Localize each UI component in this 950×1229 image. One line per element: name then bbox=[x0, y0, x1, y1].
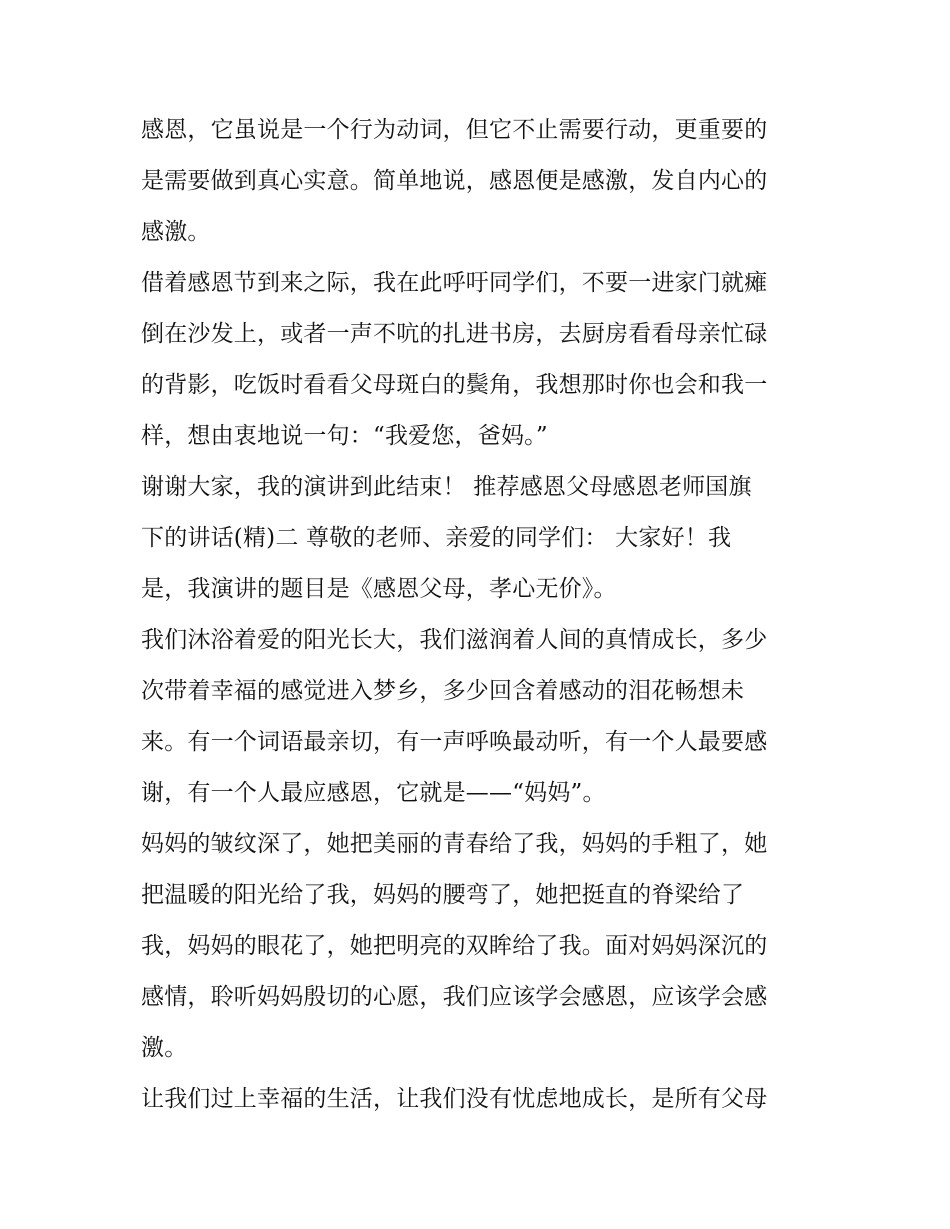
text-line: 我，妈妈的眼花了，她把明亮的双眸给了我。面对妈妈深沉的 bbox=[141, 933, 768, 959]
text-line: 次带着幸福的感觉进入梦乡，多少回含着感动的泪花畅想未 bbox=[141, 678, 745, 704]
text-line: 是，我演讲的题目是《感恩父母，孝心无价》。 bbox=[141, 576, 617, 602]
document-body bbox=[141, 110, 821, 1130]
text-line: 让我们过上幸福的生活，让我们没有忧虑地成长，是所有父母 bbox=[141, 1086, 768, 1112]
text-line: 我们沐浴着爱的阳光长大，我们滋润着人间的真情成长，多少 bbox=[141, 627, 768, 653]
text-line: 是需要做到真心实意。简单地说，感恩便是感激，发自内心的 bbox=[141, 168, 768, 194]
text-line: 的背影，吃饭时看看父母斑白的鬓角，我想那时你也会和我一 bbox=[141, 372, 768, 398]
text-line: 谢谢大家，我的演讲到此结束！ 推荐感恩父母感恩老师国旗 bbox=[141, 474, 752, 500]
text-line: 激。 bbox=[141, 1035, 188, 1061]
text-line: 谢，有一个人最应感恩，它就是——“妈妈”。 bbox=[141, 780, 606, 806]
text-line: 把温暖的阳光给了我，妈妈的腰弯了，她把挺直的脊梁给了 bbox=[141, 882, 745, 908]
text-line: 下的讲话(精)二 尊敬的老师、亲爱的同学们： 大家好！我 bbox=[141, 525, 732, 551]
text-line: 感激。 bbox=[141, 219, 211, 245]
text-line: 感恩，它虽说是一个行为动词，但它不止需要行动，更重要的 bbox=[141, 117, 768, 143]
text-line: 妈妈的皱纹深了，她把美丽的青春给了我，妈妈的手粗了，她 bbox=[141, 831, 768, 857]
text-line: 样，想由衷地说一句：“我爱您，爸妈。” bbox=[141, 423, 548, 449]
text-line: 来。有一个词语最亲切，有一声呼唤最动听，有一个人最要感 bbox=[141, 729, 768, 755]
text-line: 倒在沙发上，或者一声不吭的扎进书房，去厨房看看母亲忙碌 bbox=[141, 321, 768, 347]
text-line: 借着感恩节到来之际，我在此呼吁同学们，不要一进家门就瘫 bbox=[141, 270, 768, 296]
text-line: 感情，聆听妈妈殷切的心愿，我们应该学会感恩，应该学会感 bbox=[141, 984, 768, 1010]
